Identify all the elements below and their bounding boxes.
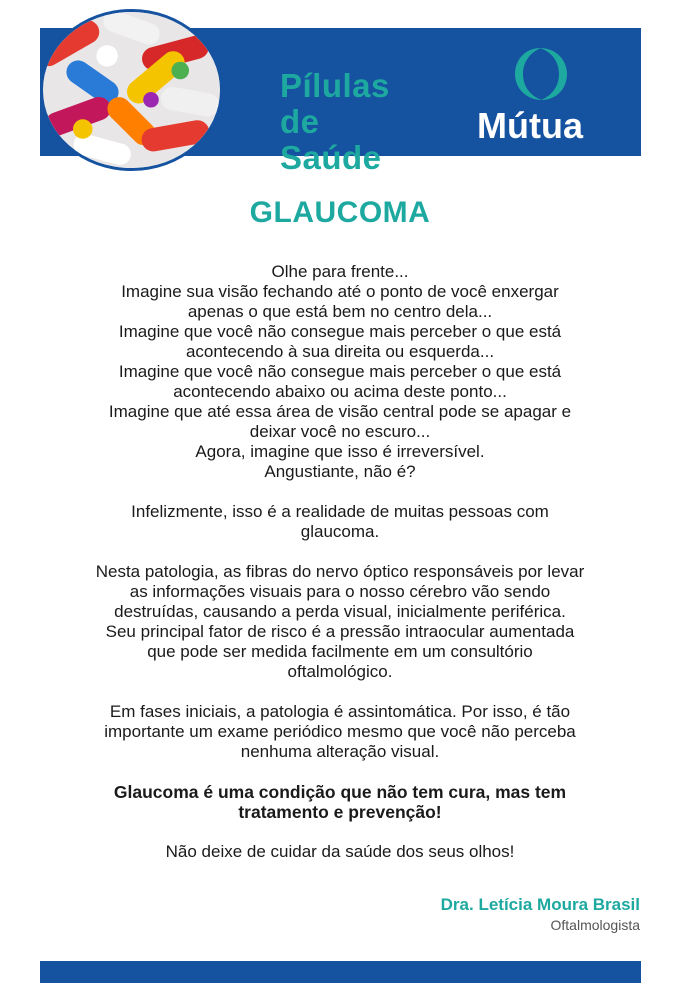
banner-title-line: de [280,103,320,140]
paragraph-line: Angustiante, não é? [264,462,416,481]
paragraph-line: que pode ser medida facilmente em um consultório [147,642,533,661]
paragraph-line: Imagine sua visão fechando até o ponto de você enxergar [121,282,559,301]
banner-title [280,68,390,176]
brand-logo-text: Mútua [477,105,583,146]
paragraph-line: Seu principal fator de risco é a pressão intraocular aumentada [105,622,575,641]
paragraph-spacer [40,482,640,502]
paragraph-line: Olhe para frente... [271,262,409,281]
paragraph-line: Imagine que você não consegue mais perceber o que está [118,322,562,341]
paragraph-line: Agora, imagine que isso é irreversível. [195,442,485,461]
paragraph-line: as informações visuais para o nosso cérebro vão sendo [129,582,551,601]
banner-title-line: Saúde [280,139,382,176]
paragraph-spacer [40,762,640,782]
pills-photo [40,9,223,171]
paragraph-line: importante um exame periódico mesmo que você não perceba [104,722,576,741]
signature-name: Dra. Letícia Moura Brasil [440,895,640,914]
paragraph-line: glaucoma. [300,522,380,541]
paragraph-spacer [40,822,640,842]
paragraph-line: apenas o que está bem no centro dela... [187,302,493,321]
paragraph-line: Infelizmente, isso é a realidade de muitas pessoas com [131,502,549,521]
document-title: GLAUCOMA [249,196,431,229]
highlight-line: Glaucoma é uma condição que não tem cura, mas tem [113,782,567,802]
paragraph-spacer [40,542,640,562]
paragraph-line: Imagine que até essa área de visão central pode se apagar e [108,402,572,421]
paragraph-line: Nesta patologia, as fibras do nervo óptico responsáveis por levar [95,562,585,581]
paragraph-line: acontecendo à sua direita ou esquerda... [185,342,495,361]
banner-title-line: Pílulas [280,67,390,104]
paragraph-line: Em fases iniciais, a patologia é assintomática. Por isso, é tão [109,702,571,721]
paragraph-line: nenhuma alteração visual. [240,742,440,761]
mutua-ring-logo-icon [512,44,570,104]
signature-role: Oftalmologista [550,917,640,933]
paragraph-line: deixar você no escuro... [249,422,431,441]
paragraph-line: Imagine que você não consegue mais perceber o que está [118,362,562,381]
paragraph-line: acontecendo abaixo ou acima deste ponto... [173,382,507,401]
signature-block [441,895,640,935]
closing-line: Não deixe de cuidar da saúde dos seus olhos! [165,842,515,861]
document-body [40,262,640,862]
paragraph-line: oftalmológico. [287,662,393,681]
paragraph-line: destruídas, causando a perda visual, inicialmente periférica. [114,602,566,621]
footer-bar [40,961,641,983]
highlight-line: tratamento e prevenção! [238,802,442,822]
paragraph-spacer [40,682,640,702]
